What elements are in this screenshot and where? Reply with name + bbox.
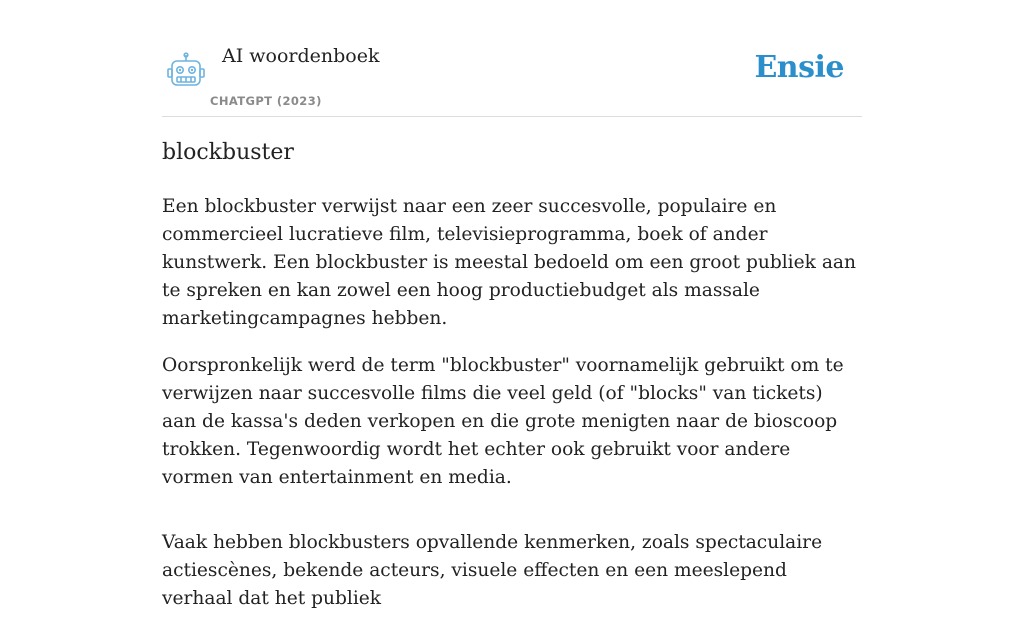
entry-paragraph: Vaak hebben blockbusters opvallende kenmerken, zoals spectaculaire actiescènes, bekende acteurs, visuele effecten en een meeslepend verhaal dat het publiek — [162, 532, 823, 609]
source-header — [162, 0, 862, 117]
brand-logo[interactable]: Ensie — [754, 50, 844, 85]
dictionary-entry — [162, 140, 862, 632]
entry-paragraph: Oorspronkelijk werd de term "blockbuster" voornamelijk gebruikt om te verwijzen naar succesvolle films die veel geld (of "blocks" van tickets) aan de kassa's deden verkopen en die grote menigten naar de bioscoop trokken. Tegenwoordig wordt het echter ook gebruikt voor andere vormen van entertainment en media. — [162, 355, 844, 488]
source-title[interactable]: AI woordenboek — [222, 45, 380, 67]
entry-term: blockbuster — [162, 140, 294, 165]
entry-paragraph: Een blockbuster verwijst naar een zeer succesvolle, populaire en commercieel lucratieve film, televisieprogramma, boek of ander kunstwerk. Een blockbuster is meestal bedoeld om een groot publiek aan te spreken en kan zowel een hoog productiebudget als massale marketingcampagnes hebben. — [162, 196, 856, 329]
source-subtitle: CHATGPT (2023) — [210, 94, 322, 108]
robot-icon — [166, 52, 206, 90]
